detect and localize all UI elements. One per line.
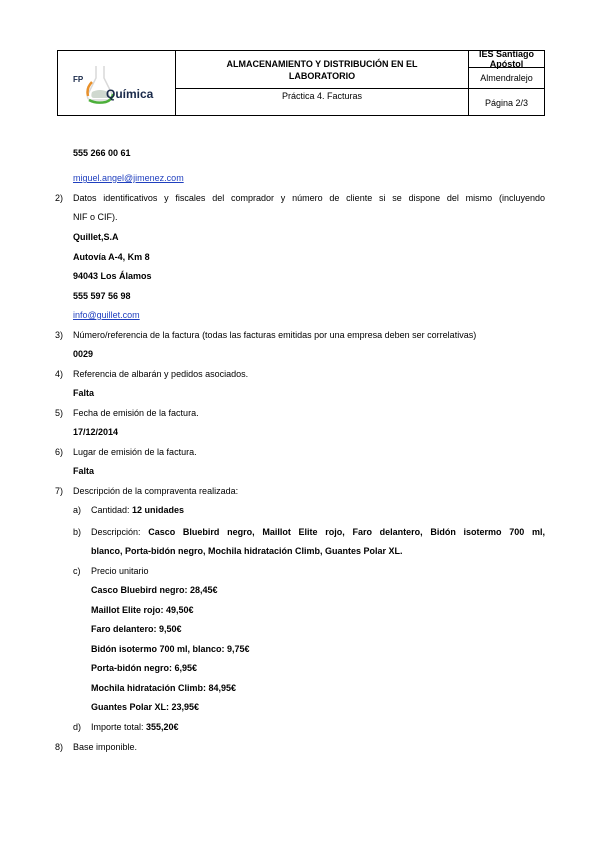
buyer-city: 94043 Los Álamos <box>73 271 152 281</box>
price-item: Maillot Elite rojo: 49,50€ <box>91 605 194 615</box>
buyer-address: Autovía A-4, Km 8 <box>73 252 150 262</box>
item-7b-number: b) <box>73 527 82 537</box>
item-7a-number: a) <box>73 505 82 515</box>
invoice-number-value: 0029 <box>73 349 94 359</box>
seller-email-link[interactable]: miguel.angel@jimenez.com <box>73 173 184 183</box>
price-item: Bidón isotermo 700 ml, blanco: 9,75€ <box>91 644 250 654</box>
school-cell <box>469 51 544 115</box>
item-8-number: 8) <box>55 742 64 752</box>
price-item: Faro delantero: 9,50€ <box>91 624 182 634</box>
fp-quimica-logo <box>72 61 162 107</box>
item-5-number: 5) <box>55 408 64 418</box>
unit-price-label: Precio unitario <box>91 566 149 576</box>
description-value-line1: Casco Bluebird negro, Maillot Elite rojo, Faro delantero, Bidón isotermo 700 ml, <box>148 527 545 537</box>
logo-fp-text: FP <box>73 75 84 84</box>
buyer-email-link[interactable]: info@guillet.com <box>73 310 140 320</box>
item-7-text: Descripción de la compraventa realizada: <box>73 486 239 496</box>
issue-place-value: Falta <box>73 466 95 476</box>
document-header <box>57 50 545 116</box>
buyer-phone: 555 597 56 98 <box>73 291 131 301</box>
item-7c-number: c) <box>73 566 81 576</box>
total-label: Importe total: <box>91 722 147 732</box>
document-title: ALMACENAMIENTO Y DISTRIBUCIÓN EN EL LABORATORIO <box>176 51 468 89</box>
school-town: Almendralejo <box>469 68 544 89</box>
description-label: Descripción: <box>91 527 149 537</box>
quantity-label: Cantidad: <box>91 505 133 515</box>
price-item: Porta-bidón negro: 6,95€ <box>91 663 198 673</box>
item-8-text: Base imponible. <box>73 742 138 752</box>
seller-phone: 555 266 00 61 <box>73 148 131 158</box>
item-7d-number: d) <box>73 722 82 732</box>
issue-date-value: 17/12/2014 <box>73 427 119 437</box>
title-cell <box>176 51 469 115</box>
quantity-row <box>91 505 184 516</box>
item-2-text-line2: NIF o CIF). <box>73 212 118 222</box>
price-item: Mochila hidratación Climb: 84,95€ <box>91 683 237 693</box>
item-3-text: Número/referencia de la factura (todas las facturas emitidas por una empresa deben ser correlativas) <box>73 330 477 340</box>
total-row <box>91 722 179 733</box>
quantity-value: 12 unidades <box>132 505 185 515</box>
item-2-number: 2) <box>55 193 64 203</box>
delivery-note-value: Falta <box>73 388 95 398</box>
item-6-number: 6) <box>55 447 64 457</box>
price-item: Casco Bluebird negro: 28,45€ <box>91 585 218 595</box>
item-4-text: Referencia de albarán y pedidos asociados. <box>73 369 249 379</box>
logo-cell <box>58 51 176 115</box>
description-value-line2: blanco, Porta-bidón negro, Mochila hidratación Climb, Guantes Polar XL. <box>91 546 403 556</box>
price-item: Guantes Polar XL: 23,95€ <box>91 702 200 712</box>
item-5-text: Fecha de emisión de la factura. <box>73 408 199 418</box>
description-line1 <box>91 527 545 538</box>
page-number: Página 2/3 <box>484 97 529 108</box>
item-7-number: 7) <box>55 486 64 496</box>
document-subtitle: Práctica 4. Facturas <box>281 91 363 101</box>
buyer-name: Quillet,S.A <box>73 232 119 242</box>
item-2-text-line1: Datos identificativos y fiscales del comprador y número de cliente si se dispone del mismo (incluyendo <box>73 193 545 203</box>
item-3-number: 3) <box>55 330 64 340</box>
item-6-text: Lugar de emisión de la factura. <box>73 447 197 457</box>
school-name: IES Santiago Apóstol <box>469 51 544 68</box>
item-4-number: 4) <box>55 369 64 379</box>
total-value: 355,20€ <box>146 722 179 732</box>
logo-brand-text: Química <box>106 87 154 101</box>
